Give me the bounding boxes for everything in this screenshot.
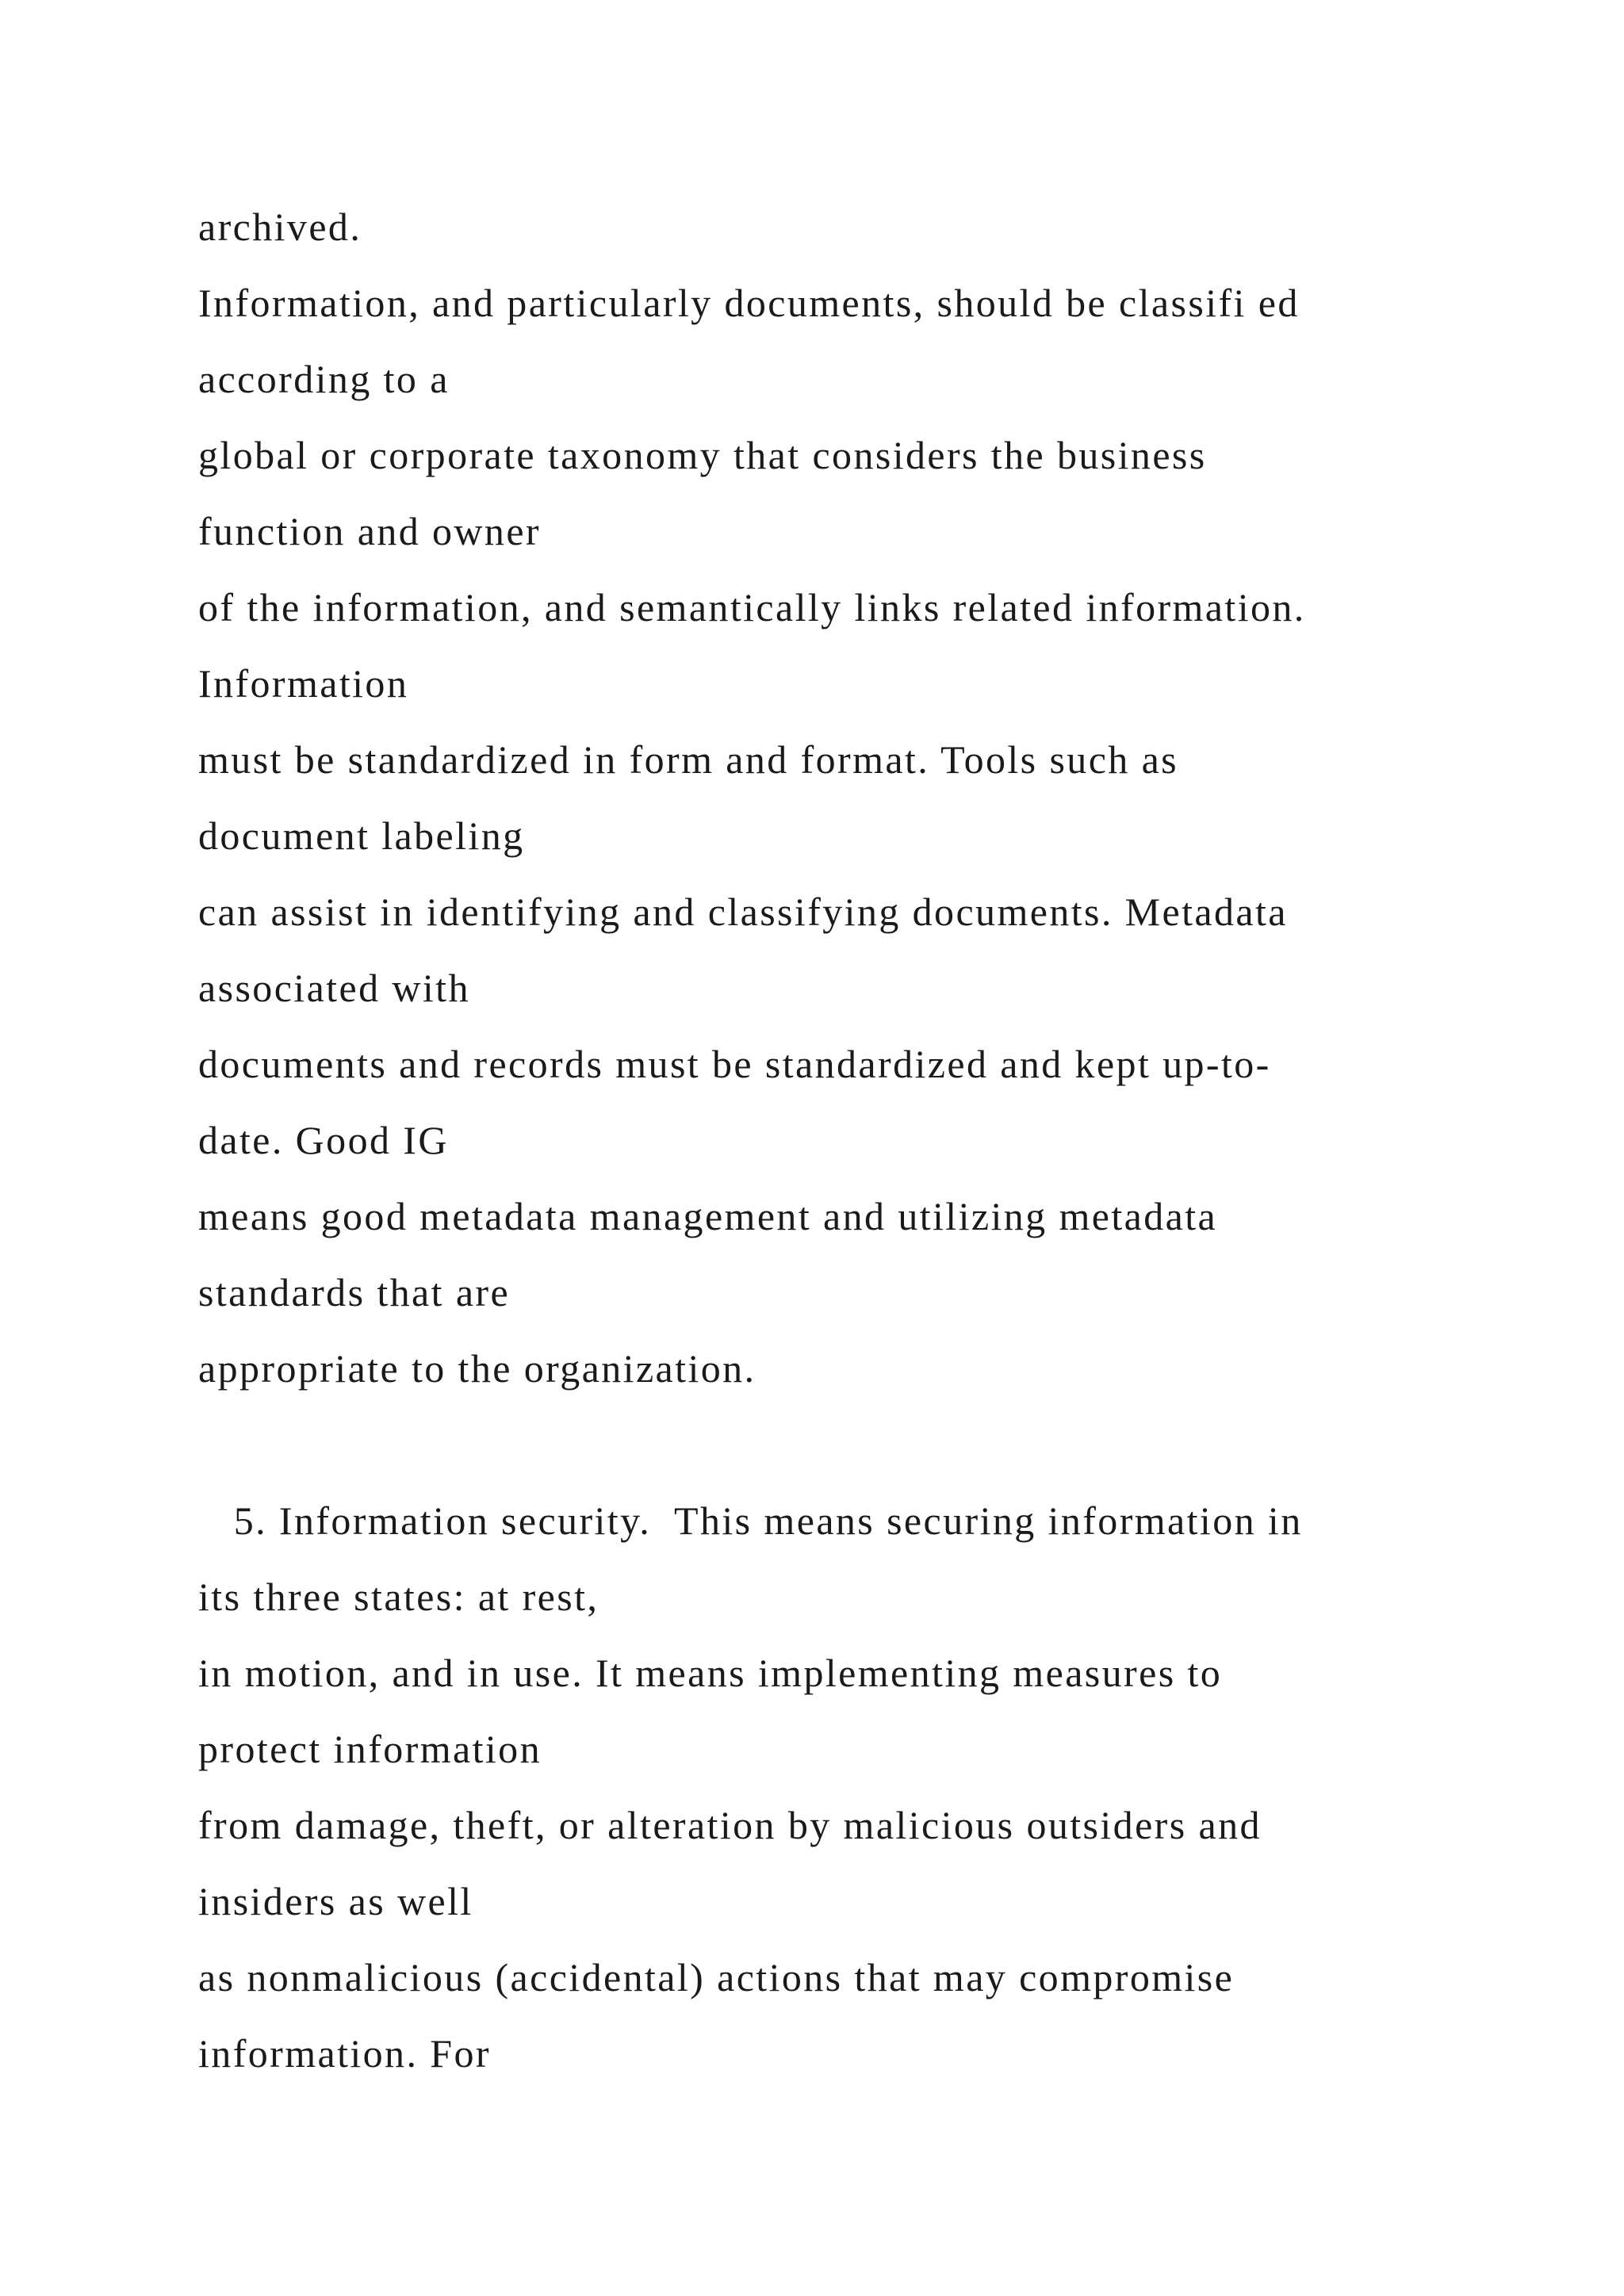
text-line: of the information, and semantically links related information. xyxy=(198,585,1306,629)
text-line: archived. xyxy=(198,205,362,249)
paragraph-spacer xyxy=(198,1406,1546,1483)
text-line: can assist in identifying and classifying documents. Metadata xyxy=(198,890,1288,934)
text-line: information. For xyxy=(198,2031,491,2076)
text-line: function and owner xyxy=(198,509,541,553)
text-line: 5. Information security. This means securing information in xyxy=(198,1498,1303,1543)
text-line: its three states: at rest, xyxy=(198,1575,599,1619)
text-line: must be standardized in form and format. Tools such as xyxy=(198,737,1179,782)
text-line: documents and records must be standardized and kept up-to- xyxy=(198,1042,1271,1086)
text-line: standards that are xyxy=(198,1270,511,1314)
text-line: in motion, and in use. It means implementing measures to xyxy=(198,1651,1223,1695)
text-line: Information, and particularly documents, should be classifi ed xyxy=(198,281,1300,325)
text-line: from damage, theft, or alteration by malicious outsiders and xyxy=(198,1803,1262,1847)
text-line: global or corporate taxonomy that considers the business xyxy=(198,433,1207,477)
text-line: protect information xyxy=(198,1727,542,1771)
text-line: insiders as well xyxy=(198,1879,473,1923)
text-line: as nonmalicious (accidental) actions that may compromise xyxy=(198,1955,1235,1999)
text-line: associated with xyxy=(198,966,470,1010)
text-line: according to a xyxy=(198,357,450,401)
text-line: date. Good IG xyxy=(198,1118,449,1162)
text-line: means good metadata management and utilizing metadata xyxy=(198,1194,1218,1238)
text-line: document labeling xyxy=(198,813,525,858)
text-line: Information xyxy=(198,661,409,706)
document-body xyxy=(198,189,1546,2091)
text-line: appropriate to the organization. xyxy=(198,1346,756,1391)
